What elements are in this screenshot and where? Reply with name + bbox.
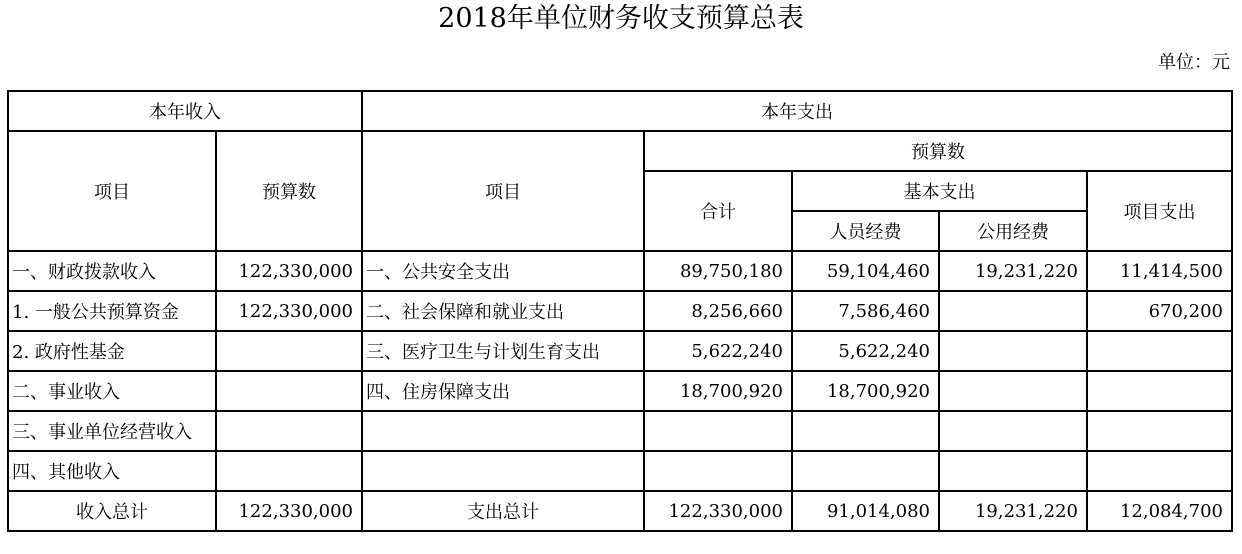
- expense-item-header: 项目: [362, 131, 644, 251]
- table-row: [8, 331, 1232, 371]
- page-title: 2018年单位财务收支预算总表: [438, 3, 804, 34]
- income-amount-cell: [216, 371, 362, 411]
- public-header: 公用经费: [939, 211, 1087, 251]
- public-cell: [939, 451, 1087, 491]
- table-row: [8, 251, 1232, 291]
- income-amount-cell: 122,330,000: [216, 291, 362, 331]
- unit-label: 单位：元: [1158, 52, 1230, 73]
- expense-budget-header: 预算数: [644, 131, 1232, 171]
- income-total-amount: 122,330,000: [216, 491, 362, 531]
- project-cell: 670,200: [1087, 291, 1232, 331]
- personnel-cell: [792, 411, 939, 451]
- income-item-cell: 二、事业收入: [8, 371, 216, 411]
- public-cell: [939, 291, 1087, 331]
- personnel-cell: 18,700,920: [792, 371, 939, 411]
- income-amount-cell: [216, 411, 362, 451]
- table-row: [8, 291, 1232, 331]
- personnel-cell: 59,104,460: [792, 251, 939, 291]
- public-cell: [939, 371, 1087, 411]
- income-amount-cell: [216, 331, 362, 371]
- total-cell: [644, 411, 792, 451]
- project-cell: [1087, 371, 1232, 411]
- table-row: [8, 411, 1232, 451]
- total-sum-cell: 122,330,000: [644, 491, 792, 531]
- income-group-header: 本年收入: [8, 91, 362, 131]
- expense-total-label: 支出总计: [362, 491, 644, 531]
- public-sum-cell: 19,231,220: [939, 491, 1087, 531]
- public-cell: [939, 411, 1087, 451]
- total-cell: 8,256,660: [644, 291, 792, 331]
- basic-expense-header: 基本支出: [792, 171, 1087, 211]
- expense-item-cell: 二、社会保障和就业支出: [362, 291, 644, 331]
- income-item-cell: 四、其他收入: [8, 451, 216, 491]
- total-header: 合计: [644, 171, 792, 251]
- project-cell: [1087, 451, 1232, 491]
- income-item-cell: 一、财政拨款收入: [8, 251, 216, 291]
- personnel-cell: 7,586,460: [792, 291, 939, 331]
- expense-item-cell: [362, 411, 644, 451]
- personnel-sum-cell: 91,014,080: [792, 491, 939, 531]
- project-sum-cell: 12,084,700: [1087, 491, 1232, 531]
- total-cell: 18,700,920: [644, 371, 792, 411]
- income-item-header: 项目: [8, 131, 216, 251]
- project-cell: [1087, 331, 1232, 371]
- project-cell: 11,414,500: [1087, 251, 1232, 291]
- totals-row: [8, 491, 1232, 531]
- table-row: [8, 371, 1232, 411]
- public-cell: [939, 331, 1087, 371]
- expense-item-cell: 四、住房保障支出: [362, 371, 644, 411]
- project-cell: [1087, 411, 1232, 451]
- income-item-cell: 2. 政府性基金: [8, 331, 216, 371]
- income-total-label: 收入总计: [8, 491, 216, 531]
- total-cell: 89,750,180: [644, 251, 792, 291]
- income-item-cell: 1. 一般公共预算资金: [8, 291, 216, 331]
- budget-table: [7, 90, 1233, 532]
- total-cell: 5,622,240: [644, 331, 792, 371]
- personnel-cell: [792, 451, 939, 491]
- income-amount-cell: [216, 451, 362, 491]
- personnel-header: 人员经费: [792, 211, 939, 251]
- public-cell: 19,231,220: [939, 251, 1087, 291]
- table-row: [8, 451, 1232, 491]
- income-item-cell: 三、事业单位经营收入: [8, 411, 216, 451]
- income-amount-cell: 122,330,000: [216, 251, 362, 291]
- total-cell: [644, 451, 792, 491]
- expense-group-header: 本年支出: [362, 91, 1232, 131]
- expense-item-cell: [362, 451, 644, 491]
- project-expense-header: 项目支出: [1087, 171, 1232, 251]
- expense-item-cell: 三、医疗卫生与计划生育支出: [362, 331, 644, 371]
- personnel-cell: 5,622,240: [792, 331, 939, 371]
- expense-item-cell: 一、公共安全支出: [362, 251, 644, 291]
- income-budget-header: 预算数: [216, 131, 362, 251]
